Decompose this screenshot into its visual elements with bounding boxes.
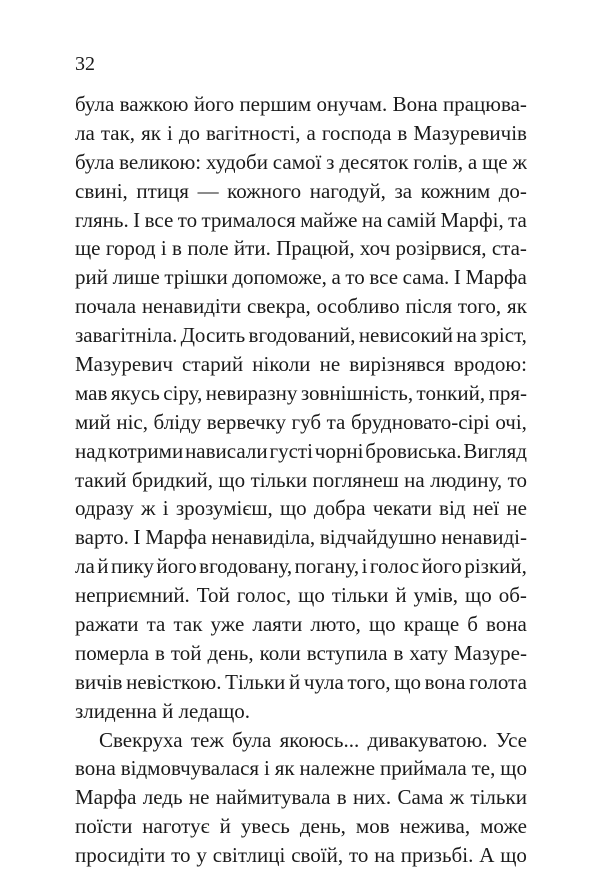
text-line: свині, птиця — кожного нагодуй, за кожним до- (75, 178, 527, 203)
text-line: ражати та так уже лаяти люто, що краще б вона (75, 612, 527, 637)
text-line: ще город і в поле йти. Працюй, хоч розірвися, ста- (75, 236, 527, 261)
text-line: глянь. І все то трималося майже на самій Марфі, та (75, 207, 527, 232)
text-line: одразу ж і зрозумієш, що добра чекати від неї не (75, 496, 527, 521)
text-line: була великою: худоби самої з десяток голів, а ще ж (75, 149, 527, 174)
text-line: вона відмовчувалася і як належне приймала те, що (75, 756, 527, 781)
body-text (75, 90, 527, 870)
text-line: мий ніс, бліду вервечку губ та брудновато-сірі очі, (75, 409, 527, 434)
text-line: рий лише трішки допоможе, а то все сама. І Марфа (75, 265, 527, 290)
text-line: вичів невісткою. Тільки й чула того, що вона голота (75, 669, 527, 694)
text-line: померла в той день, коли вступила в хату Мазуре- (75, 640, 527, 665)
text-line: почала ненавидіти свекра, особливо після того, як (75, 294, 527, 319)
text-line: ла так, як і до вагітності, а господа в Мазуревичів (75, 120, 527, 145)
text-line: завагітніла. Досить вгодований, невисокий на зріст, (75, 323, 527, 348)
text-line: варто. І Марфа ненавиділа, відчайдушно ненавиді- (75, 525, 527, 550)
text-line: поїсти наготує й увесь день, мов нежива, може (75, 814, 527, 839)
text-line: мав якусь сіру, невиразну зовнішність, тонкий, пря- (75, 380, 527, 405)
text-line: неприємний. Той голос, що тільки й умів, що об- (75, 583, 527, 608)
text-line: ла й пику його вгодовану, погану, і голос його різкий, (75, 554, 527, 579)
text-line: над котрими нависали густі чорні бровиська. Вигляд (75, 438, 527, 463)
text-line: просидіти то у світлиці своїй, то на призьбі. А що (75, 843, 527, 868)
text-line: була важкою його першим онучам. Вона працюва- (75, 92, 527, 116)
text-line: злиденна й ледащо. (75, 698, 251, 723)
page-number: 32 (75, 53, 95, 75)
text-line: Свекруха теж була якоюсь... дивакуватою. Усе (99, 727, 527, 752)
text-line: Мазуревич старий ніколи не вирізнявся вродою: (75, 352, 527, 377)
text-line: такий бридкий, що тільки поглянеш на людину, то (75, 467, 527, 492)
text-line: Марфа ледь не наймитувала в них. Сама ж тільки (75, 785, 527, 810)
